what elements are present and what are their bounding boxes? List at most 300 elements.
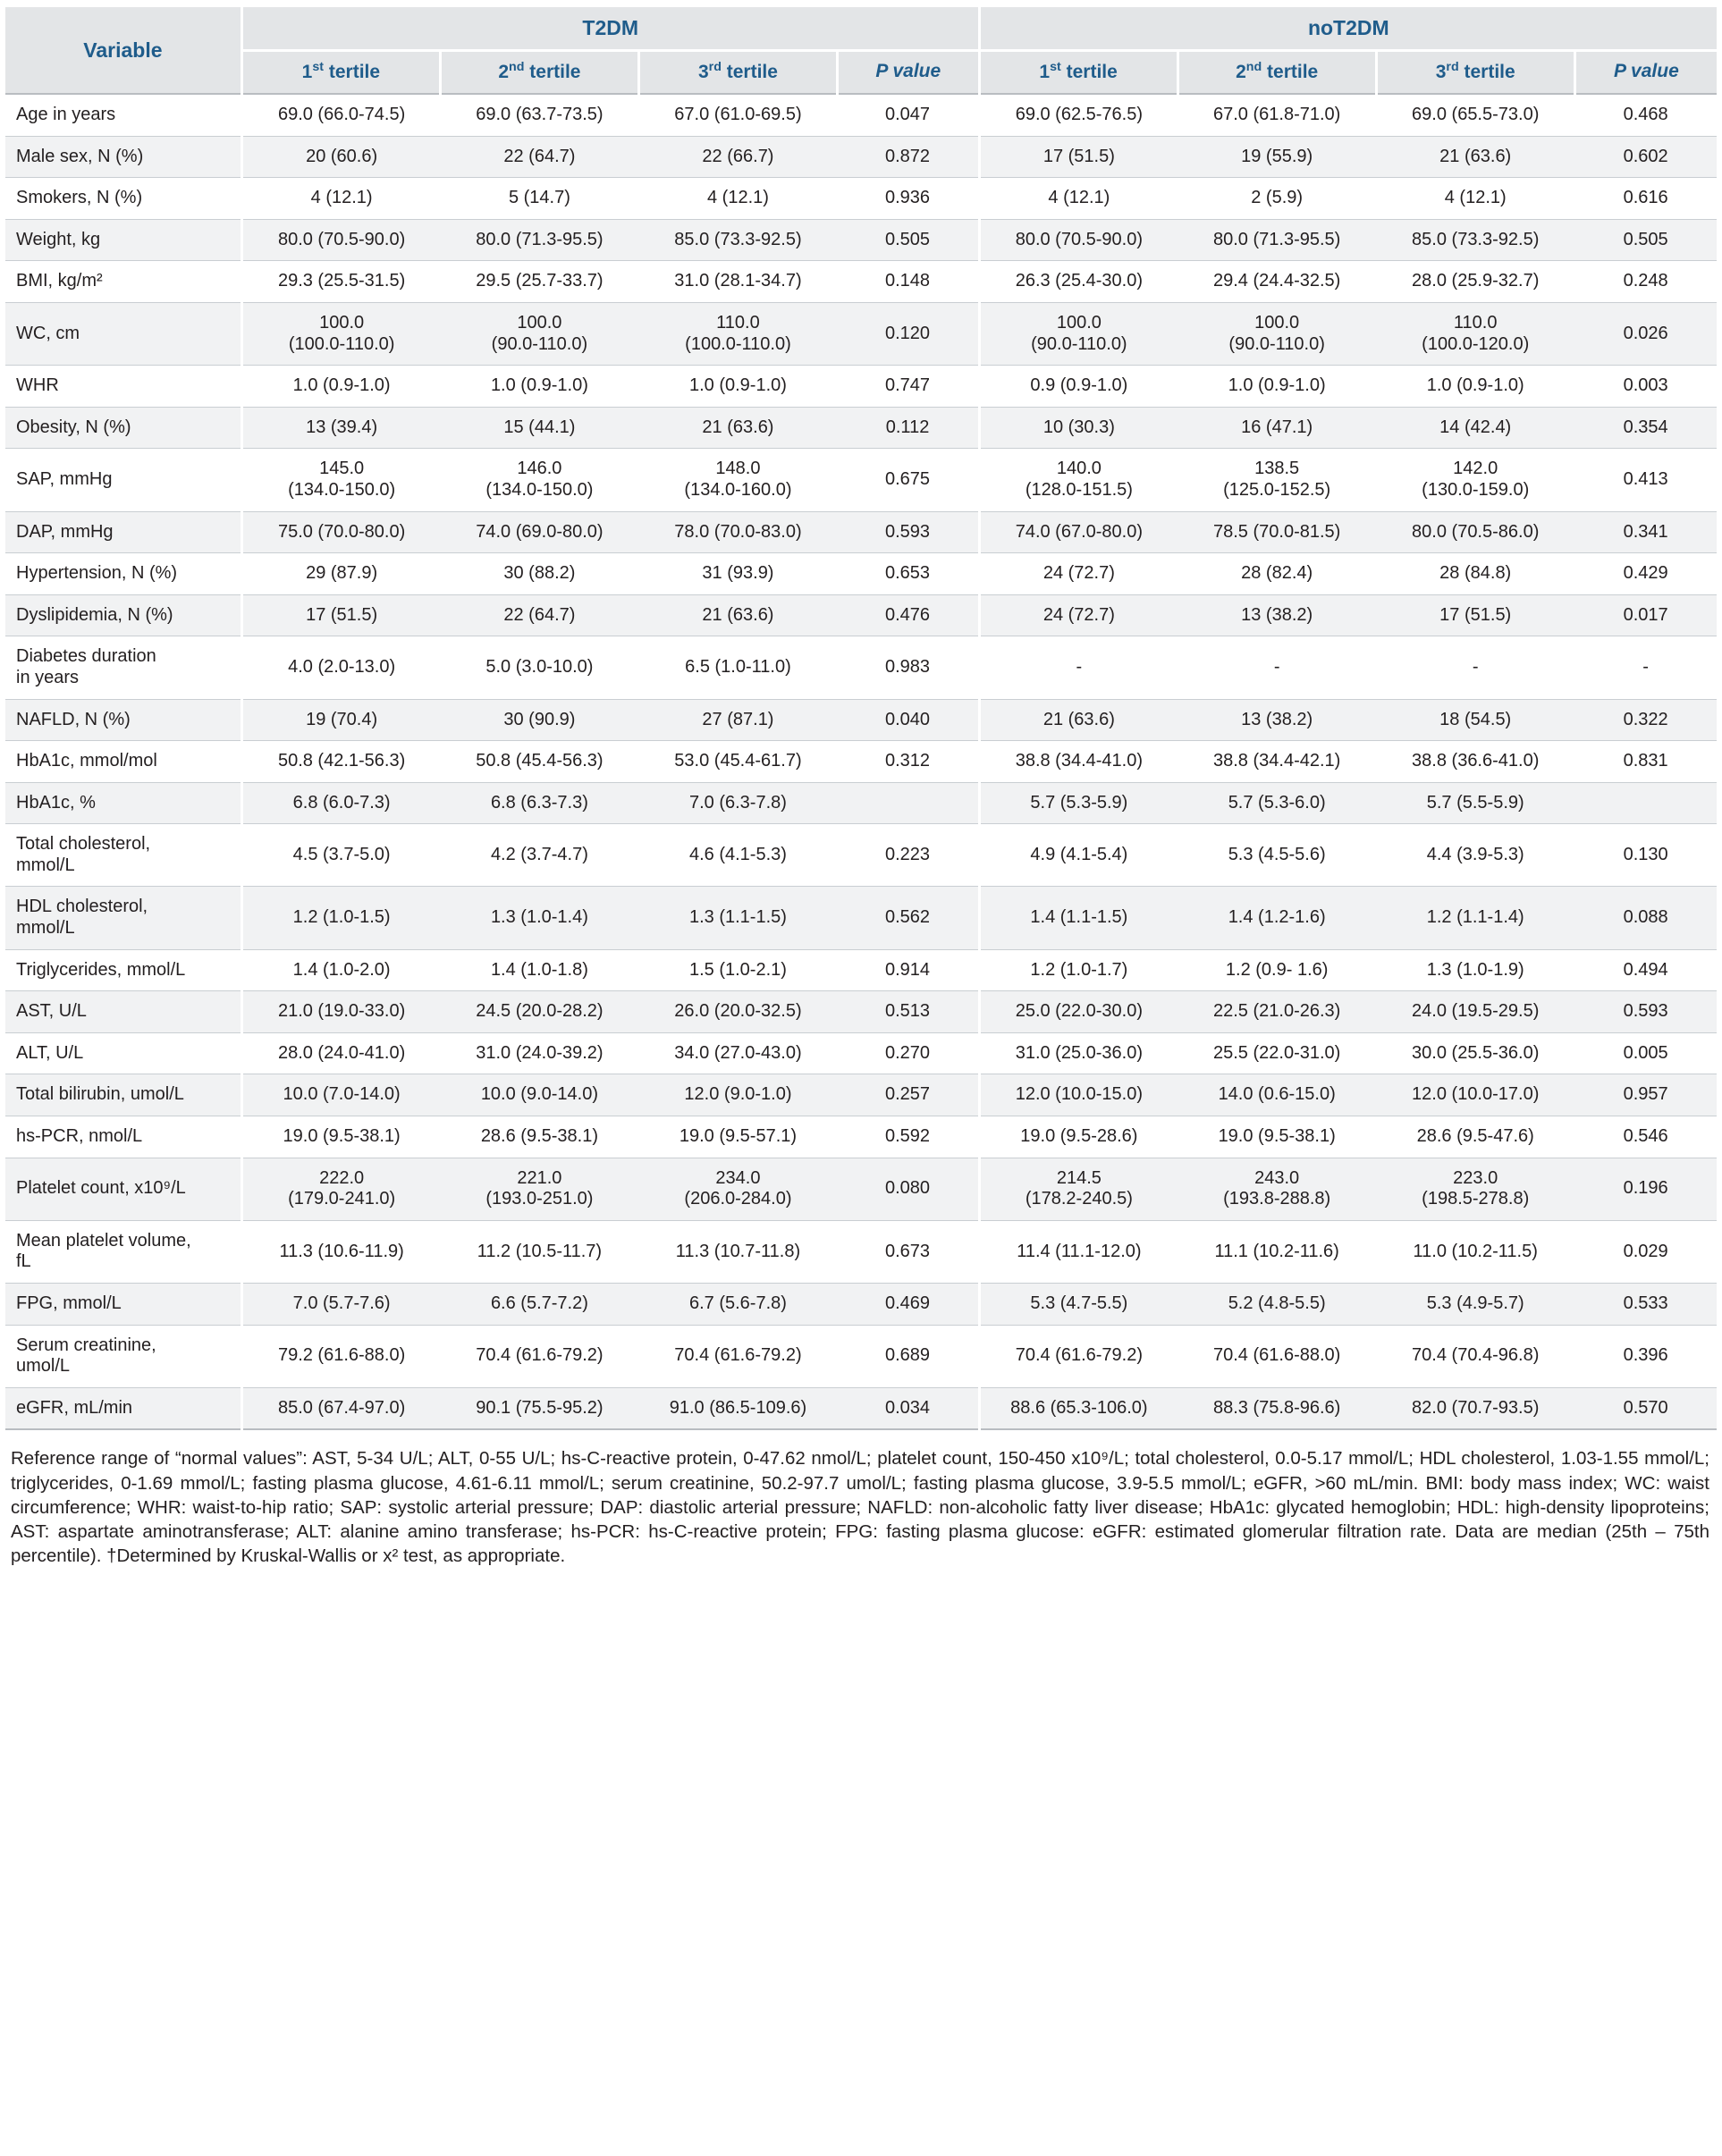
row-variable-name: Weight, kg bbox=[5, 219, 241, 261]
cell-not2dm-tertile-1: 10 (30.3) bbox=[979, 407, 1178, 449]
cell-t2dm-tertile-3: 234.0 (206.0-284.0) bbox=[638, 1158, 837, 1220]
cell-t2dm-pvalue: 0.747 bbox=[837, 366, 979, 408]
header-label: P value bbox=[875, 61, 941, 81]
table-row bbox=[5, 1158, 1717, 1220]
cell-t2dm-tertile-1: 29 (87.9) bbox=[241, 553, 440, 595]
table-row bbox=[5, 1032, 1717, 1074]
cell-t2dm-tertile-1: 6.8 (6.0-7.3) bbox=[241, 782, 440, 824]
row-variable-name: Dyslipidemia, N (%) bbox=[5, 594, 241, 636]
cell-not2dm-pvalue: 0.005 bbox=[1574, 1032, 1717, 1074]
cell-t2dm-pvalue: 0.469 bbox=[837, 1284, 979, 1326]
header-label: P value bbox=[1613, 61, 1679, 81]
table-footnote: Reference range of “normal values”: AST, 5-34 U/L; ALT, 0-55 U/L; hs-C-reactive protein, 0-47.62 nmol/L; platelet count, 150-450 x10⁹/L; total cholesterol, 0.0-5.17 mmol/L; HDL cholesterol, 1.03-1.55 mmol/L; triglycerides, 0-1.69 mmol/L; fasting plasma glucose, 4.61-6.11 mmol/L; serum creatinine, 50.2-97.7 umol/L; fasting plasma glucose, 3.9-5.5 mmol/L; eGFR, >60 mL/min. BMI: body mass index; WC: waist circumference; WHR: waist-to-hip ratio; SAP: systolic arterial pressure; DAP: diastolic arterial pressure; NAFLD: non-alcoholic fatty liver disease; HbA1c: glycated hemoglobin; HDL: high-density lipoproteins; AST: aspartate aminotransferase; ALT: alanine amino transferase; hs-PCR: hs-C-reactive protein; FPG: fasting plasma glucose: eGFR: estimated glomerular filtration rate. Data are median (25th – 75th percentile). †Determined by Kruskal-Wallis or x² test, as appropriate. bbox=[11, 1448, 1709, 1567]
header-row-groups bbox=[5, 7, 1717, 51]
row-variable-name: Male sex, N (%) bbox=[5, 136, 241, 178]
cell-not2dm-tertile-2: 100.0 (90.0-110.0) bbox=[1178, 302, 1376, 365]
cell-t2dm-tertile-3: 91.0 (86.5-109.6) bbox=[638, 1387, 837, 1429]
cell-t2dm-tertile-1: 145.0 (134.0-150.0) bbox=[241, 449, 440, 511]
header-not2dm-tertile-3 bbox=[1376, 51, 1574, 95]
cell-not2dm-pvalue: 0.341 bbox=[1574, 511, 1717, 553]
cell-t2dm-tertile-2: 69.0 (63.7-73.5) bbox=[440, 94, 638, 136]
cell-not2dm-tertile-1: 1.4 (1.1-1.5) bbox=[979, 887, 1178, 949]
cell-t2dm-tertile-3: 6.7 (5.6-7.8) bbox=[638, 1284, 837, 1326]
header-t2dm-pvalue bbox=[837, 51, 979, 95]
cell-not2dm-tertile-3: 21 (63.6) bbox=[1376, 136, 1574, 178]
table-row bbox=[5, 1387, 1717, 1429]
table-row bbox=[5, 594, 1717, 636]
cell-not2dm-tertile-1: 26.3 (25.4-30.0) bbox=[979, 261, 1178, 303]
row-variable-name: Diabetes duration in years bbox=[5, 636, 241, 699]
cell-t2dm-pvalue: 0.047 bbox=[837, 94, 979, 136]
cell-not2dm-tertile-1: 19.0 (9.5-28.6) bbox=[979, 1116, 1178, 1158]
cell-not2dm-tertile-3: 69.0 (65.5-73.0) bbox=[1376, 94, 1574, 136]
row-variable-name: Platelet count, x10⁹/L bbox=[5, 1158, 241, 1220]
cell-t2dm-tertile-2: 50.8 (45.4-56.3) bbox=[440, 741, 638, 783]
cell-not2dm-tertile-3: 4.4 (3.9-5.3) bbox=[1376, 824, 1574, 887]
table-row bbox=[5, 1284, 1717, 1326]
cell-t2dm-tertile-1: 21.0 (19.0-33.0) bbox=[241, 991, 440, 1033]
cell-t2dm-pvalue: 0.505 bbox=[837, 219, 979, 261]
cell-not2dm-tertile-1: 1.2 (1.0-1.7) bbox=[979, 949, 1178, 991]
cell-not2dm-tertile-3: - bbox=[1376, 636, 1574, 699]
cell-not2dm-tertile-2: 22.5 (21.0-26.3) bbox=[1178, 991, 1376, 1033]
cell-not2dm-tertile-3: 28.6 (9.5-47.6) bbox=[1376, 1116, 1574, 1158]
cell-not2dm-tertile-2: 5.3 (4.5-5.6) bbox=[1178, 824, 1376, 887]
table-row bbox=[5, 302, 1717, 365]
table-row bbox=[5, 699, 1717, 741]
cell-t2dm-tertile-3: 26.0 (20.0-32.5) bbox=[638, 991, 837, 1033]
table-row bbox=[5, 1074, 1717, 1116]
cell-t2dm-tertile-1: 13 (39.4) bbox=[241, 407, 440, 449]
header-label: 3 bbox=[697, 62, 709, 82]
cell-t2dm-tertile-2: 4.2 (3.7-4.7) bbox=[440, 824, 638, 887]
cell-not2dm-pvalue: 0.602 bbox=[1574, 136, 1717, 178]
cell-t2dm-pvalue: 0.257 bbox=[837, 1074, 979, 1116]
cell-not2dm-tertile-2: 243.0 (193.8-288.8) bbox=[1178, 1158, 1376, 1220]
cell-not2dm-pvalue: 0.029 bbox=[1574, 1220, 1717, 1283]
cell-not2dm-tertile-3: 38.8 (36.6-41.0) bbox=[1376, 741, 1574, 783]
cell-not2dm-pvalue: 0.354 bbox=[1574, 407, 1717, 449]
cell-not2dm-tertile-3: 142.0 (130.0-159.0) bbox=[1376, 449, 1574, 511]
cell-not2dm-pvalue: 0.088 bbox=[1574, 887, 1717, 949]
cell-not2dm-tertile-1: - bbox=[979, 636, 1178, 699]
row-variable-name: FPG, mmol/L bbox=[5, 1284, 241, 1326]
cell-not2dm-tertile-1: 12.0 (10.0-15.0) bbox=[979, 1074, 1178, 1116]
table-row bbox=[5, 741, 1717, 783]
cell-t2dm-tertile-3: 4 (12.1) bbox=[638, 178, 837, 220]
cell-t2dm-pvalue: 0.120 bbox=[837, 302, 979, 365]
cell-t2dm-tertile-2: 6.6 (5.7-7.2) bbox=[440, 1284, 638, 1326]
header-label-rest: tertile bbox=[524, 62, 581, 82]
row-variable-name: NAFLD, N (%) bbox=[5, 699, 241, 741]
cell-t2dm-tertile-1: 11.3 (10.6-11.9) bbox=[241, 1220, 440, 1283]
cell-t2dm-tertile-3: 19.0 (9.5-57.1) bbox=[638, 1116, 837, 1158]
table-row bbox=[5, 449, 1717, 511]
cell-t2dm-tertile-2: 31.0 (24.0-39.2) bbox=[440, 1032, 638, 1074]
cell-t2dm-tertile-1: 20 (60.6) bbox=[241, 136, 440, 178]
cell-t2dm-tertile-1: 50.8 (42.1-56.3) bbox=[241, 741, 440, 783]
row-variable-name: Serum creatinine, umol/L bbox=[5, 1325, 241, 1387]
header-label: 2 bbox=[1236, 62, 1246, 82]
cell-not2dm-pvalue: 0.130 bbox=[1574, 824, 1717, 887]
cell-not2dm-pvalue: 0.468 bbox=[1574, 94, 1717, 136]
cell-not2dm-tertile-3: 110.0 (100.0-120.0) bbox=[1376, 302, 1574, 365]
cell-t2dm-tertile-1: 7.0 (5.7-7.6) bbox=[241, 1284, 440, 1326]
cell-t2dm-tertile-3: 7.0 (6.3-7.8) bbox=[638, 782, 837, 824]
cell-t2dm-pvalue: 0.080 bbox=[837, 1158, 979, 1220]
cell-t2dm-tertile-1: 1.2 (1.0-1.5) bbox=[241, 887, 440, 949]
cell-t2dm-pvalue: 0.983 bbox=[837, 636, 979, 699]
cell-t2dm-tertile-3: 22 (66.7) bbox=[638, 136, 837, 178]
cell-not2dm-tertile-3: 18 (54.5) bbox=[1376, 699, 1574, 741]
cell-not2dm-tertile-2: 11.1 (10.2-11.6) bbox=[1178, 1220, 1376, 1283]
cell-not2dm-tertile-1: 11.4 (11.1-12.0) bbox=[979, 1220, 1178, 1283]
cell-t2dm-tertile-3: 148.0 (134.0-160.0) bbox=[638, 449, 837, 511]
header-label: 1 bbox=[301, 62, 313, 82]
header-ordinal-suffix: nd bbox=[509, 60, 525, 74]
cell-t2dm-tertile-1: 75.0 (70.0-80.0) bbox=[241, 511, 440, 553]
cell-not2dm-tertile-1: 74.0 (67.0-80.0) bbox=[979, 511, 1178, 553]
cell-not2dm-tertile-2: - bbox=[1178, 636, 1376, 699]
cell-t2dm-tertile-1: 1.4 (1.0-2.0) bbox=[241, 949, 440, 991]
cell-t2dm-pvalue bbox=[837, 782, 979, 824]
row-variable-name: hs-PCR, nmol/L bbox=[5, 1116, 241, 1158]
header-ordinal-suffix: st bbox=[312, 60, 325, 74]
cell-not2dm-pvalue: 0.505 bbox=[1574, 219, 1717, 261]
cell-not2dm-tertile-2: 13 (38.2) bbox=[1178, 594, 1376, 636]
row-variable-name: WHR bbox=[5, 366, 241, 408]
cell-t2dm-tertile-3: 4.6 (4.1-5.3) bbox=[638, 824, 837, 887]
cell-t2dm-tertile-3: 110.0 (100.0-110.0) bbox=[638, 302, 837, 365]
row-variable-name: Age in years bbox=[5, 94, 241, 136]
cell-t2dm-tertile-1: 100.0 (100.0-110.0) bbox=[241, 302, 440, 365]
header-ordinal-suffix: st bbox=[1050, 60, 1061, 74]
row-variable-name: AST, U/L bbox=[5, 991, 241, 1033]
row-variable-name: HbA1c, mmol/mol bbox=[5, 741, 241, 783]
row-variable-name: Obesity, N (%) bbox=[5, 407, 241, 449]
cell-t2dm-tertile-1: 4 (12.1) bbox=[241, 178, 440, 220]
cell-t2dm-tertile-3: 34.0 (27.0-43.0) bbox=[638, 1032, 837, 1074]
header-ordinal-suffix: rd bbox=[1446, 60, 1459, 74]
cell-t2dm-tertile-3: 6.5 (1.0-11.0) bbox=[638, 636, 837, 699]
cell-t2dm-tertile-3: 78.0 (70.0-83.0) bbox=[638, 511, 837, 553]
cell-t2dm-pvalue: 0.872 bbox=[837, 136, 979, 178]
cell-not2dm-pvalue: 0.546 bbox=[1574, 1116, 1717, 1158]
cell-not2dm-pvalue: 0.494 bbox=[1574, 949, 1717, 991]
cell-not2dm-tertile-1: 69.0 (62.5-76.5) bbox=[979, 94, 1178, 136]
cell-not2dm-pvalue: - bbox=[1574, 636, 1717, 699]
cell-not2dm-tertile-3: 223.0 (198.5-278.8) bbox=[1376, 1158, 1574, 1220]
cell-t2dm-tertile-1: 28.0 (24.0-41.0) bbox=[241, 1032, 440, 1074]
cell-not2dm-tertile-2: 80.0 (71.3-95.5) bbox=[1178, 219, 1376, 261]
cell-t2dm-tertile-2: 28.6 (9.5-38.1) bbox=[440, 1116, 638, 1158]
cell-not2dm-pvalue: 0.026 bbox=[1574, 302, 1717, 365]
cell-not2dm-pvalue: 0.533 bbox=[1574, 1284, 1717, 1326]
header-label: 1 bbox=[1039, 62, 1051, 82]
cell-not2dm-tertile-2: 1.0 (0.9-1.0) bbox=[1178, 366, 1376, 408]
cell-t2dm-tertile-1: 4.5 (3.7-5.0) bbox=[241, 824, 440, 887]
cell-t2dm-tertile-2: 29.5 (25.7-33.7) bbox=[440, 261, 638, 303]
table-header bbox=[5, 7, 1717, 94]
table-body bbox=[5, 94, 1717, 1429]
table-row bbox=[5, 887, 1717, 949]
cell-not2dm-tertile-3: 1.3 (1.0-1.9) bbox=[1376, 949, 1574, 991]
cell-t2dm-pvalue: 0.112 bbox=[837, 407, 979, 449]
cell-t2dm-tertile-2: 80.0 (71.3-95.5) bbox=[440, 219, 638, 261]
characteristics-table bbox=[5, 7, 1717, 1430]
cell-t2dm-tertile-3: 12.0 (9.0-1.0) bbox=[638, 1074, 837, 1116]
cell-t2dm-tertile-3: 67.0 (61.0-69.5) bbox=[638, 94, 837, 136]
cell-t2dm-tertile-1: 10.0 (7.0-14.0) bbox=[241, 1074, 440, 1116]
cell-t2dm-tertile-2: 6.8 (6.3-7.3) bbox=[440, 782, 638, 824]
cell-t2dm-tertile-3: 31 (93.9) bbox=[638, 553, 837, 595]
table-row bbox=[5, 949, 1717, 991]
header-label-rest: tertile bbox=[1060, 62, 1118, 82]
cell-t2dm-pvalue: 0.562 bbox=[837, 887, 979, 949]
cell-t2dm-pvalue: 0.675 bbox=[837, 449, 979, 511]
table-row bbox=[5, 1116, 1717, 1158]
cell-t2dm-pvalue: 0.673 bbox=[837, 1220, 979, 1283]
cell-not2dm-tertile-2: 88.3 (75.8-96.6) bbox=[1178, 1387, 1376, 1429]
cell-t2dm-tertile-1: 80.0 (70.5-90.0) bbox=[241, 219, 440, 261]
cell-not2dm-pvalue: 0.017 bbox=[1574, 594, 1717, 636]
cell-t2dm-tertile-2: 22 (64.7) bbox=[440, 136, 638, 178]
cell-not2dm-tertile-2: 16 (47.1) bbox=[1178, 407, 1376, 449]
cell-t2dm-tertile-1: 222.0 (179.0-241.0) bbox=[241, 1158, 440, 1220]
cell-t2dm-tertile-3: 21 (63.6) bbox=[638, 594, 837, 636]
cell-not2dm-tertile-3: 85.0 (73.3-92.5) bbox=[1376, 219, 1574, 261]
cell-not2dm-tertile-1: 31.0 (25.0-36.0) bbox=[979, 1032, 1178, 1074]
cell-not2dm-tertile-1: 24 (72.7) bbox=[979, 553, 1178, 595]
cell-not2dm-tertile-2: 5.2 (4.8-5.5) bbox=[1178, 1284, 1376, 1326]
cell-not2dm-tertile-2: 29.4 (24.4-32.5) bbox=[1178, 261, 1376, 303]
cell-not2dm-tertile-2: 13 (38.2) bbox=[1178, 699, 1376, 741]
cell-not2dm-tertile-2: 25.5 (22.0-31.0) bbox=[1178, 1032, 1376, 1074]
cell-t2dm-tertile-1: 4.0 (2.0-13.0) bbox=[241, 636, 440, 699]
cell-t2dm-tertile-1: 29.3 (25.5-31.5) bbox=[241, 261, 440, 303]
cell-not2dm-tertile-1: 5.7 (5.3-5.9) bbox=[979, 782, 1178, 824]
cell-not2dm-tertile-2: 19.0 (9.5-38.1) bbox=[1178, 1116, 1376, 1158]
cell-not2dm-tertile-1: 17 (51.5) bbox=[979, 136, 1178, 178]
cell-not2dm-pvalue: 0.957 bbox=[1574, 1074, 1717, 1116]
cell-not2dm-tertile-2: 78.5 (70.0-81.5) bbox=[1178, 511, 1376, 553]
cell-t2dm-tertile-2: 30 (88.2) bbox=[440, 553, 638, 595]
table-row bbox=[5, 136, 1717, 178]
cell-t2dm-tertile-2: 1.3 (1.0-1.4) bbox=[440, 887, 638, 949]
cell-not2dm-tertile-3: 5.7 (5.5-5.9) bbox=[1376, 782, 1574, 824]
table-row bbox=[5, 178, 1717, 220]
table-row bbox=[5, 1325, 1717, 1387]
header-label-rest: tertile bbox=[1458, 62, 1515, 82]
row-variable-name: HDL cholesterol, mmol/L bbox=[5, 887, 241, 949]
cell-not2dm-pvalue: 0.196 bbox=[1574, 1158, 1717, 1220]
cell-not2dm-tertile-3: 70.4 (70.4-96.8) bbox=[1376, 1325, 1574, 1387]
cell-t2dm-tertile-3: 21 (63.6) bbox=[638, 407, 837, 449]
cell-t2dm-tertile-2: 5.0 (3.0-10.0) bbox=[440, 636, 638, 699]
row-variable-name: ALT, U/L bbox=[5, 1032, 241, 1074]
cell-t2dm-tertile-2: 15 (44.1) bbox=[440, 407, 638, 449]
table-row bbox=[5, 553, 1717, 595]
cell-not2dm-pvalue: 0.322 bbox=[1574, 699, 1717, 741]
cell-not2dm-tertile-2: 1.2 (0.9- 1.6) bbox=[1178, 949, 1376, 991]
table-row bbox=[5, 407, 1717, 449]
cell-not2dm-tertile-3: 28.0 (25.9-32.7) bbox=[1376, 261, 1574, 303]
cell-t2dm-pvalue: 0.936 bbox=[837, 178, 979, 220]
header-label-rest: tertile bbox=[324, 62, 381, 82]
cell-not2dm-tertile-2: 38.8 (34.4-42.1) bbox=[1178, 741, 1376, 783]
cell-t2dm-tertile-3: 31.0 (28.1-34.7) bbox=[638, 261, 837, 303]
cell-t2dm-tertile-2: 100.0 (90.0-110.0) bbox=[440, 302, 638, 365]
cell-not2dm-tertile-2: 19 (55.9) bbox=[1178, 136, 1376, 178]
cell-t2dm-tertile-2: 1.4 (1.0-1.8) bbox=[440, 949, 638, 991]
cell-not2dm-tertile-2: 67.0 (61.8-71.0) bbox=[1178, 94, 1376, 136]
cell-t2dm-tertile-3: 85.0 (73.3-92.5) bbox=[638, 219, 837, 261]
cell-not2dm-tertile-3: 4 (12.1) bbox=[1376, 178, 1574, 220]
cell-t2dm-tertile-1: 69.0 (66.0-74.5) bbox=[241, 94, 440, 136]
cell-t2dm-tertile-2: 22 (64.7) bbox=[440, 594, 638, 636]
cell-t2dm-tertile-1: 19.0 (9.5-38.1) bbox=[241, 1116, 440, 1158]
cell-t2dm-tertile-2: 221.0 (193.0-251.0) bbox=[440, 1158, 638, 1220]
cell-t2dm-tertile-3: 1.3 (1.1-1.5) bbox=[638, 887, 837, 949]
cell-not2dm-pvalue: 0.396 bbox=[1574, 1325, 1717, 1387]
cell-t2dm-tertile-2: 74.0 (69.0-80.0) bbox=[440, 511, 638, 553]
cell-not2dm-pvalue bbox=[1574, 782, 1717, 824]
table-row bbox=[5, 991, 1717, 1033]
cell-t2dm-pvalue: 0.148 bbox=[837, 261, 979, 303]
cell-not2dm-tertile-1: 21 (63.6) bbox=[979, 699, 1178, 741]
cell-t2dm-tertile-3: 1.0 (0.9-1.0) bbox=[638, 366, 837, 408]
cell-not2dm-tertile-2: 138.5 (125.0-152.5) bbox=[1178, 449, 1376, 511]
cell-t2dm-tertile-2: 30 (90.9) bbox=[440, 699, 638, 741]
cell-t2dm-tertile-3: 53.0 (45.4-61.7) bbox=[638, 741, 837, 783]
cell-t2dm-pvalue: 0.593 bbox=[837, 511, 979, 553]
table-row bbox=[5, 366, 1717, 408]
header-not2dm-tertile-1 bbox=[979, 51, 1178, 95]
cell-not2dm-tertile-1: 5.3 (4.7-5.5) bbox=[979, 1284, 1178, 1326]
row-variable-name: Smokers, N (%) bbox=[5, 178, 241, 220]
table-row bbox=[5, 782, 1717, 824]
row-variable-name: Mean platelet volume, fL bbox=[5, 1220, 241, 1283]
row-variable-name: Hypertension, N (%) bbox=[5, 553, 241, 595]
cell-not2dm-pvalue: 0.593 bbox=[1574, 991, 1717, 1033]
header-not2dm-pvalue bbox=[1574, 51, 1717, 95]
cell-not2dm-tertile-1: 4.9 (4.1-5.4) bbox=[979, 824, 1178, 887]
cell-not2dm-tertile-2: 14.0 (0.6-15.0) bbox=[1178, 1074, 1376, 1116]
cell-t2dm-tertile-2: 11.2 (10.5-11.7) bbox=[440, 1220, 638, 1283]
cell-t2dm-pvalue: 0.270 bbox=[837, 1032, 979, 1074]
cell-t2dm-tertile-1: 19 (70.4) bbox=[241, 699, 440, 741]
cell-t2dm-tertile-3: 1.5 (1.0-2.1) bbox=[638, 949, 837, 991]
cell-not2dm-tertile-2: 1.4 (1.2-1.6) bbox=[1178, 887, 1376, 949]
cell-t2dm-tertile-3: 11.3 (10.7-11.8) bbox=[638, 1220, 837, 1283]
cell-not2dm-tertile-3: 30.0 (25.5-36.0) bbox=[1376, 1032, 1574, 1074]
header-group-t2dm: T2DM bbox=[241, 7, 979, 51]
cell-not2dm-tertile-1: 214.5 (178.2-240.5) bbox=[979, 1158, 1178, 1220]
cell-t2dm-pvalue: 0.312 bbox=[837, 741, 979, 783]
cell-not2dm-tertile-3: 11.0 (10.2-11.5) bbox=[1376, 1220, 1574, 1283]
cell-not2dm-tertile-3: 82.0 (70.7-93.5) bbox=[1376, 1387, 1574, 1429]
cell-t2dm-pvalue: 0.223 bbox=[837, 824, 979, 887]
header-ordinal-suffix: rd bbox=[708, 60, 722, 74]
cell-t2dm-pvalue: 0.653 bbox=[837, 553, 979, 595]
cell-not2dm-tertile-3: 14 (42.4) bbox=[1376, 407, 1574, 449]
header-label: 2 bbox=[498, 62, 510, 82]
row-variable-name: SAP, mmHg bbox=[5, 449, 241, 511]
row-variable-name: Total cholesterol, mmol/L bbox=[5, 824, 241, 887]
cell-not2dm-pvalue: 0.831 bbox=[1574, 741, 1717, 783]
row-variable-name: BMI, kg/m² bbox=[5, 261, 241, 303]
header-t2dm-tertile-2 bbox=[440, 51, 638, 95]
header-t2dm-tertile-3 bbox=[638, 51, 837, 95]
cell-t2dm-tertile-2: 24.5 (20.0-28.2) bbox=[440, 991, 638, 1033]
cell-not2dm-tertile-3: 17 (51.5) bbox=[1376, 594, 1574, 636]
cell-not2dm-pvalue: 0.248 bbox=[1574, 261, 1717, 303]
cell-t2dm-tertile-2: 5 (14.7) bbox=[440, 178, 638, 220]
row-variable-name: DAP, mmHg bbox=[5, 511, 241, 553]
cell-t2dm-tertile-2: 90.1 (75.5-95.2) bbox=[440, 1387, 638, 1429]
cell-not2dm-tertile-3: 1.0 (0.9-1.0) bbox=[1376, 366, 1574, 408]
header-variable: Variable bbox=[5, 7, 241, 94]
table-row bbox=[5, 636, 1717, 699]
header-label: 3 bbox=[1435, 62, 1447, 82]
header-t2dm-tertile-1 bbox=[241, 51, 440, 95]
cell-not2dm-tertile-3: 80.0 (70.5-86.0) bbox=[1376, 511, 1574, 553]
header-not2dm-tertile-2 bbox=[1178, 51, 1376, 95]
cell-not2dm-tertile-2: 5.7 (5.3-6.0) bbox=[1178, 782, 1376, 824]
cell-not2dm-pvalue: 0.616 bbox=[1574, 178, 1717, 220]
table-row bbox=[5, 824, 1717, 887]
row-variable-name: HbA1c, % bbox=[5, 782, 241, 824]
cell-t2dm-tertile-2: 10.0 (9.0-14.0) bbox=[440, 1074, 638, 1116]
cell-not2dm-tertile-1: 80.0 (70.5-90.0) bbox=[979, 219, 1178, 261]
cell-not2dm-tertile-2: 70.4 (61.6-88.0) bbox=[1178, 1325, 1376, 1387]
cell-t2dm-pvalue: 0.040 bbox=[837, 699, 979, 741]
cell-t2dm-tertile-1: 1.0 (0.9-1.0) bbox=[241, 366, 440, 408]
cell-not2dm-tertile-1: 88.6 (65.3-106.0) bbox=[979, 1387, 1178, 1429]
cell-not2dm-tertile-1: 70.4 (61.6-79.2) bbox=[979, 1325, 1178, 1387]
table-row bbox=[5, 1220, 1717, 1283]
cell-t2dm-pvalue: 0.476 bbox=[837, 594, 979, 636]
cell-t2dm-pvalue: 0.914 bbox=[837, 949, 979, 991]
cell-not2dm-pvalue: 0.570 bbox=[1574, 1387, 1717, 1429]
header-ordinal-suffix: nd bbox=[1245, 60, 1262, 74]
row-variable-name: Triglycerides, mmol/L bbox=[5, 949, 241, 991]
cell-t2dm-tertile-1: 85.0 (67.4-97.0) bbox=[241, 1387, 440, 1429]
row-variable-name: Total bilirubin, umol/L bbox=[5, 1074, 241, 1116]
cell-not2dm-tertile-3: 24.0 (19.5-29.5) bbox=[1376, 991, 1574, 1033]
cell-t2dm-tertile-3: 27 (87.1) bbox=[638, 699, 837, 741]
cell-not2dm-tertile-1: 100.0 (90.0-110.0) bbox=[979, 302, 1178, 365]
table-row bbox=[5, 261, 1717, 303]
cell-t2dm-tertile-2: 70.4 (61.6-79.2) bbox=[440, 1325, 638, 1387]
header-row-subcolumns bbox=[5, 51, 1717, 95]
cell-t2dm-tertile-2: 146.0 (134.0-150.0) bbox=[440, 449, 638, 511]
cell-not2dm-pvalue: 0.413 bbox=[1574, 449, 1717, 511]
cell-t2dm-pvalue: 0.689 bbox=[837, 1325, 979, 1387]
cell-not2dm-tertile-2: 28 (82.4) bbox=[1178, 553, 1376, 595]
cell-not2dm-tertile-1: 140.0 (128.0-151.5) bbox=[979, 449, 1178, 511]
cell-not2dm-tertile-1: 38.8 (34.4-41.0) bbox=[979, 741, 1178, 783]
cell-not2dm-tertile-3: 12.0 (10.0-17.0) bbox=[1376, 1074, 1574, 1116]
header-group-not2dm: noT2DM bbox=[979, 7, 1717, 51]
row-variable-name: eGFR, mL/min bbox=[5, 1387, 241, 1429]
cell-t2dm-pvalue: 0.513 bbox=[837, 991, 979, 1033]
cell-not2dm-tertile-1: 24 (72.7) bbox=[979, 594, 1178, 636]
cell-not2dm-pvalue: 0.429 bbox=[1574, 553, 1717, 595]
cell-t2dm-tertile-1: 79.2 (61.6-88.0) bbox=[241, 1325, 440, 1387]
cell-not2dm-tertile-2: 2 (5.9) bbox=[1178, 178, 1376, 220]
cell-not2dm-pvalue: 0.003 bbox=[1574, 366, 1717, 408]
